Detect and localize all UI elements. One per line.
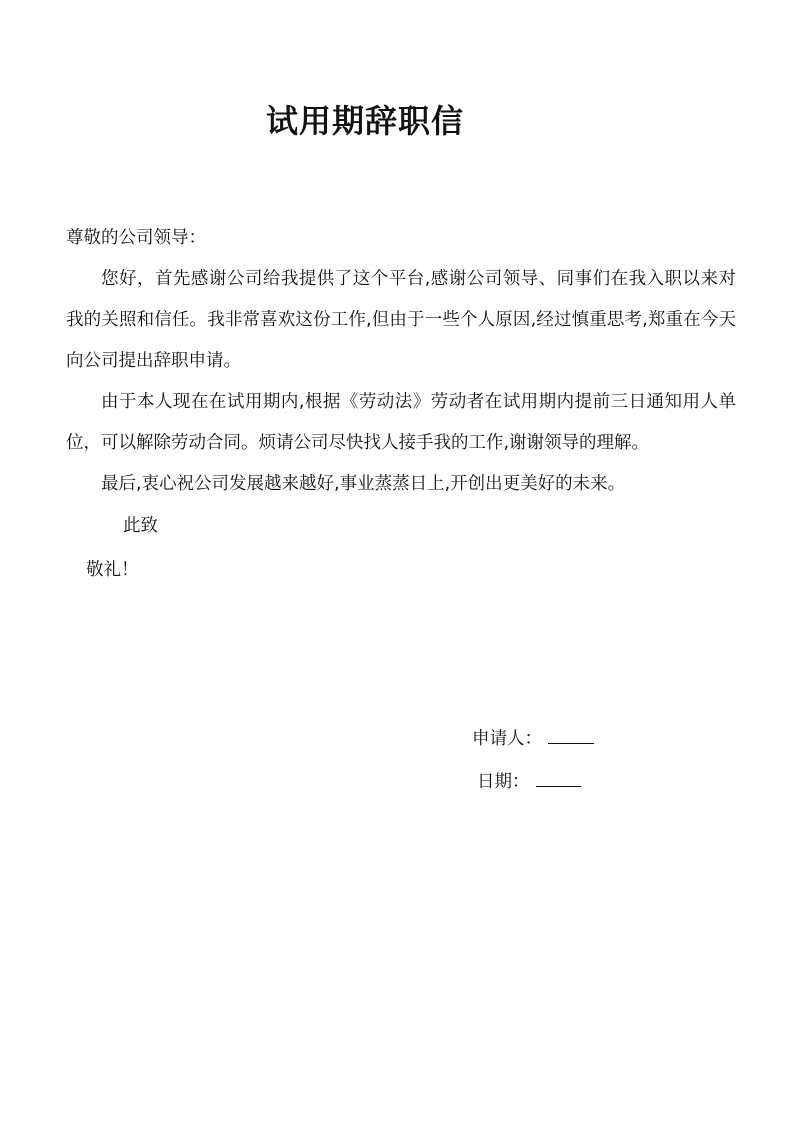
paragraph-reason: 由于本人现在在试用期内,根据《劳动法》劳动者在试用期内提前三日通知用人单位，可以解除劳动合同。烦请公司尽快找人接手我的工作,谢谢领导的理解。 xyxy=(66,392,736,453)
paragraph-gratitude: 您好，首先感谢公司给我提供了这个平台,感谢公司领导、同事们在我入职以来对我的关照和信任。我非常喜欢这份工作,但由于一些个人原因,经过慎重思考,郑重在今天向公司提出辞职申请。 xyxy=(66,269,736,371)
paragraph-wishes: 最后,衷心祝公司发展越来越好,事业蒸蒸日上,开创出更美好的未来。 xyxy=(101,474,626,494)
closing-cizhi: 此致 xyxy=(123,516,158,536)
date-label: 日期： xyxy=(477,772,530,792)
date-blank-line[interactable] xyxy=(536,764,581,787)
letter-body xyxy=(66,218,736,505)
salutation: 尊敬的公司领导： xyxy=(66,228,206,248)
date-signature-row xyxy=(477,764,581,797)
page-title: 试用期辞职信 xyxy=(265,102,464,140)
applicant-label: 申请人： xyxy=(472,729,542,749)
applicant-signature-row xyxy=(472,721,594,754)
closing-jingli: 敬礼！ xyxy=(86,560,139,580)
applicant-blank-line[interactable] xyxy=(548,721,594,744)
